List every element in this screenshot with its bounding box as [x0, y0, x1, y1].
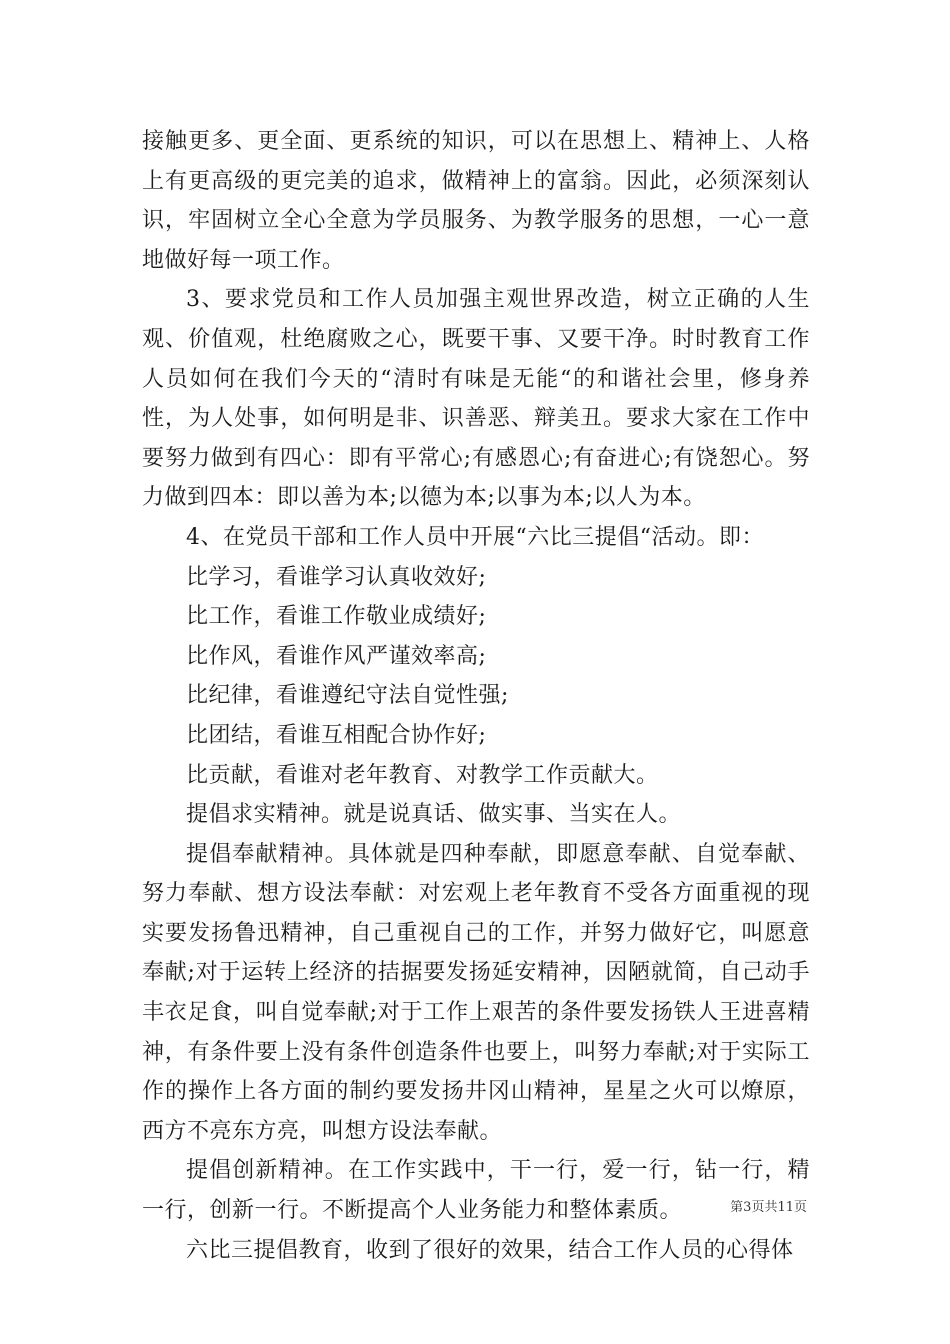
paragraph-item-3: 3、要求党员和工作人员加强主观世界改造，树立正确的人生观、价值观，杜绝腐败之心，既要干事、又要干净。时时教育工作人员如何在我们今天的“清时有味是无能“的和谐社会里，修身养性，为人处事，如何明是非、识善恶、辩美丑。要求大家在工作中要努力做到有四心：即有平常心;有感恩心;有奋进心;有饶恕心。努力做到四本：即以善为本;以德为本;以事为本;以人为本。 — [142, 287, 810, 511]
list-item-work: 比工作，看谁工作敬业成绩好; — [186, 604, 487, 630]
paragraph-item-4: 4、在党员干部和工作人员中开展“六比三提倡“活动。即： — [186, 524, 764, 550]
paragraph-summary: 六比三提倡教育，收到了很好的效果，结合工作人员的心得体 — [186, 1237, 794, 1263]
list-item-unity: 比团结，看谁互相配合协作好; — [186, 722, 487, 748]
list-item-contribution: 比贡献，看谁对老年教育、对教学工作贡献大。 — [186, 762, 659, 788]
page-number: 第3页共11页 — [730, 1200, 807, 1215]
list-item-style: 比作风，看谁作风严谨效率高; — [186, 643, 487, 669]
list-item-study: 比学习，看谁学习认真收效好; — [186, 564, 487, 590]
paragraph-pragmatism: 提倡求实精神。就是说真话、做实事、当实在人。 — [186, 802, 682, 828]
paragraph-continuation: 接触更多、更全面、更系统的知识，可以在思想上、精神上、人格上有更高级的更完美的追求，做精神上的富翁。因此，必须深刻认识，牢固树立全心全意为学员服务、为教学服务的思想，一心一意地做好每一项工作。 — [142, 129, 810, 273]
paragraph-dedication: 提倡奉献精神。具体就是四种奉献，即愿意奉献、自觉奉献、努力奉献、想方设法奉献：对宏观上老年教育不受各方面重视的现实要发扬鲁迅精神，自己重视自己的工作，并努力做好它，叫愿意奉献;对于运转上经济的拮据要发扬延安精神，因陋就简，自己动手丰衣足食，叫自觉奉献;对于工作上艰苦的条件要发扬铁人王进喜精神，有条件要上没有条件创造条件也要上，叫努力奉献;对于实际工作的操作上各方面的制约要发扬井冈山精神，星星之火可以燎原，西方不亮东方亮，叫想方设法奉献。 — [142, 841, 810, 1144]
paragraph-innovation: 提倡创新精神。在工作实践中，干一行，爱一行，钻一行，精一行，创新一行。不断提高个人业务能力和整体素质。 — [142, 1158, 810, 1224]
list-item-discipline: 比纪律，看谁遵纪守法自觉性强; — [186, 683, 509, 709]
document-body — [142, 122, 810, 1270]
